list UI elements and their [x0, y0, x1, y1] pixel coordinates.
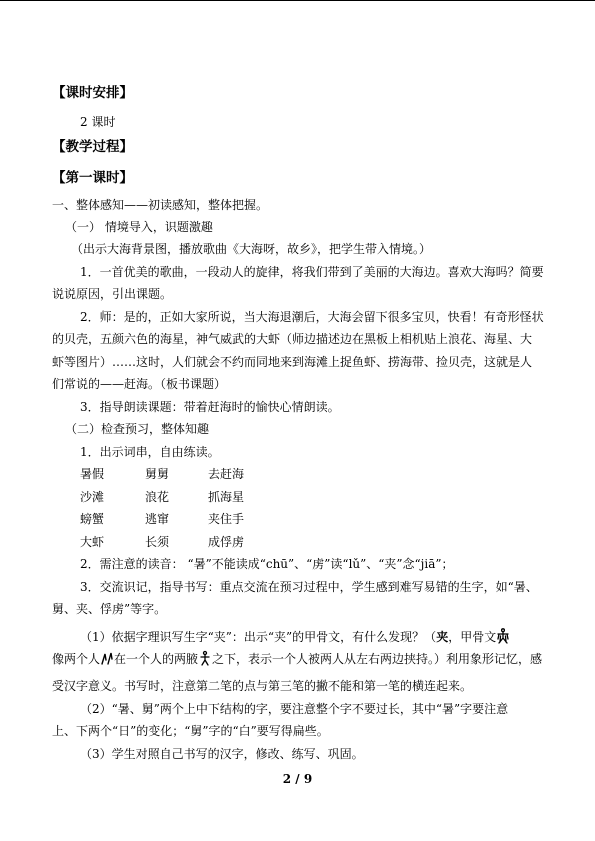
paragraph-line: 说说原因，引出课题。	[52, 287, 173, 301]
oracle-bone-two-people-glyph-icon	[100, 650, 114, 666]
paragraph-line: 3．交流识记，指导书写：重点交流在预习过程中，学生感到难写易错的生字，如“暑、	[80, 580, 538, 594]
paragraph-line: 的贝壳，五颜六色的海星，神气威武的大虾（师边描述边在黑板上相机贴上浪花、海星、大	[52, 332, 533, 346]
schedule-value: 2 课时	[80, 115, 116, 129]
subsection-intro: （一） 情境导入，识题激趣	[65, 220, 213, 234]
page-number: 2 / 9	[282, 772, 313, 786]
section-overview: 一、整体感知——初读感知，整体把握。	[52, 198, 269, 212]
text-segment: 在一个人的两腋	[114, 652, 199, 666]
text-segment: 像两个人	[52, 652, 101, 666]
word-cell: 成俘虏	[208, 535, 245, 549]
word-cell: 浪花	[145, 490, 170, 504]
heading-schedule: 【课时安排】	[52, 85, 133, 101]
subsection-preview: （二）检查预习，整体知趣	[65, 422, 210, 436]
paragraph-line-oracle	[52, 650, 542, 667]
text-segment: （1）依据字理识写生字“夹”：出示“夹”的甲骨文，有什么发现？（	[80, 630, 437, 644]
word-cell: 逃窜	[145, 512, 170, 526]
paragraph-line: （2）“暑、舅”两个上中下结构的字，要注意整个字不要过长，其中“暑”字要注意	[80, 702, 509, 716]
text-segment: ，甲骨文	[448, 630, 497, 644]
paragraph-line: 3．指导朗读课题：带着赶海时的愉快心情朗读。	[80, 400, 340, 414]
paragraph-line: 1．出示词串，自由练读。	[80, 445, 220, 459]
paragraph-line: 1．一首优美的歌曲，一段动人的旋律，将我们带到了美丽的大海边。喜欢大海吗？简要	[80, 265, 544, 279]
text-segment: 之下，表示一个人被两人从左右两边挟持。）利用象形记忆，感	[212, 652, 543, 666]
heading-first-lesson: 【第一课时】	[52, 170, 133, 186]
bold-char: 夹	[436, 630, 449, 644]
oracle-bone-jia-glyph-icon	[496, 628, 510, 644]
word-cell: 夹住手	[208, 512, 245, 526]
paragraph-line: 虾等图片）……这时，人们就会不约而同地来到海滩上捉鱼虾、捞海带、捡贝壳，这就是人	[52, 355, 533, 369]
paragraph-line: （3）学生对照自己书写的汉字，修改、练写、巩固。	[80, 747, 364, 761]
word-cell: 抓海星	[208, 490, 245, 504]
paragraph-line: 2．需注意的读音： “暑”不能读成“chū”、“虏”读“lǔ”、“夹”念“jiā”；	[80, 557, 454, 571]
word-cell: 螃蟹	[80, 512, 105, 526]
word-cell: 去赶海	[208, 467, 245, 481]
page-top-rule	[0, 0, 595, 1]
paragraph-line: 舅、夹、俘虏”等字。	[52, 602, 167, 616]
word-cell: 舅舅	[145, 467, 170, 481]
word-cell: 暑假	[80, 467, 105, 481]
heading-process: 【教学过程】	[52, 139, 133, 155]
paragraph-line: （出示大海背景图，播放歌曲《大海呀，故乡》，把学生带入情境。）	[71, 242, 432, 256]
paragraph-line: 上、下两个“日”的变化；“舅”字的“白”要写得扁些。	[52, 724, 329, 738]
word-cell: 大虾	[80, 535, 105, 549]
paragraph-line: 们常说的——赶海。（板书课题）	[52, 377, 227, 391]
paragraph-line-oracle	[80, 628, 510, 645]
oracle-bone-person-glyph-icon	[198, 650, 212, 666]
word-cell: 长须	[145, 535, 170, 549]
paragraph-line: 2．师：是的，正如大家所说，当大海退潮后，大海会留下很多宝贝，快看！有奇形怪状	[80, 310, 544, 324]
paragraph-line: 受汉字意义。书写时，注意第二笔的点与第三笔的撇不能和第一笔的横连起来。	[52, 679, 473, 693]
word-cell: 沙滩	[80, 490, 105, 504]
